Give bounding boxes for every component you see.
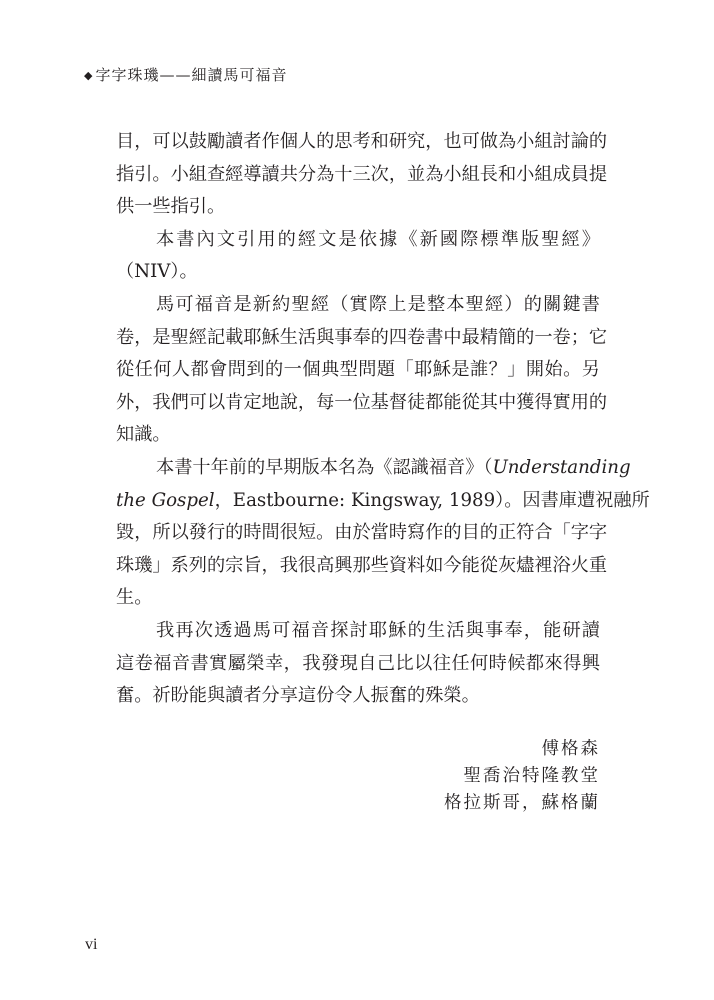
text-line: 知識。 (116, 424, 171, 446)
text-line: 指引。小組查經導讀共分為十三次，並為小組長和小組成員提 (116, 163, 608, 185)
text-line: the Gospel，Eastbourne: Kingsway, 1989）。因書庫遭祝融所 (116, 489, 650, 511)
text-line: 奮。祈盼能與讀者分享這份令人振奮的殊榮。 (116, 685, 480, 707)
place-name: 格拉斯哥，蘇格蘭 (444, 793, 600, 813)
title-dash: —— (159, 66, 192, 84)
page-number: vi (85, 936, 98, 953)
text-line: 馬可福音是新約聖經（實際上是整本聖經）的關鍵書 (156, 293, 600, 315)
running-head (84, 64, 288, 85)
text-line: 外，我們可以肯定地說，每一位基督徒都能從其中獲得實用的 (116, 391, 608, 413)
church-name: 聖喬治特隆教堂 (463, 766, 600, 786)
diamond-icon: ◆ (84, 69, 94, 82)
text-line: 卷，是聖經記載耶穌生活與事奉的四卷書中最精簡的一卷；它 (116, 326, 608, 348)
text-line: 本書內文引用的經文是依據《新國際標準版聖經》 (156, 228, 600, 250)
text-line: 我再次透過馬可福音探討耶穌的生活與事奉，能研讀 (156, 619, 600, 641)
text-line: 這卷福音書實屬榮幸，我發現自己比以往任何時候都來得興 (116, 652, 600, 674)
text-line: 珠璣」系列的宗旨，我很高興那些資料如今能從灰燼裡浴火重 (116, 554, 608, 576)
text-line: 目，可以鼓勵讀者作個人的思考和研究，也可做為小組討論的 (116, 131, 608, 152)
series-title: 字字珠璣 (95, 66, 160, 84)
body-text (116, 126, 650, 713)
text-line: 從任何人都會問到的一個典型問題「耶穌是誰？」開始。另 (116, 359, 600, 381)
text-line: 生。 (116, 587, 153, 609)
book-title: 細讀馬可福音 (191, 66, 288, 84)
text-line: 本書十年前的早期版本名為《認識福音》（Understanding (156, 456, 631, 478)
text-line: （NIV）。 (116, 261, 198, 283)
signature-block (444, 736, 600, 817)
text-line: 供一些指引。 (116, 196, 226, 218)
text-line: 毀，所以發行的時間很短。由於當時寫作的目的正符合「字字 (116, 522, 608, 544)
author-name: 傅格森 (541, 739, 600, 759)
